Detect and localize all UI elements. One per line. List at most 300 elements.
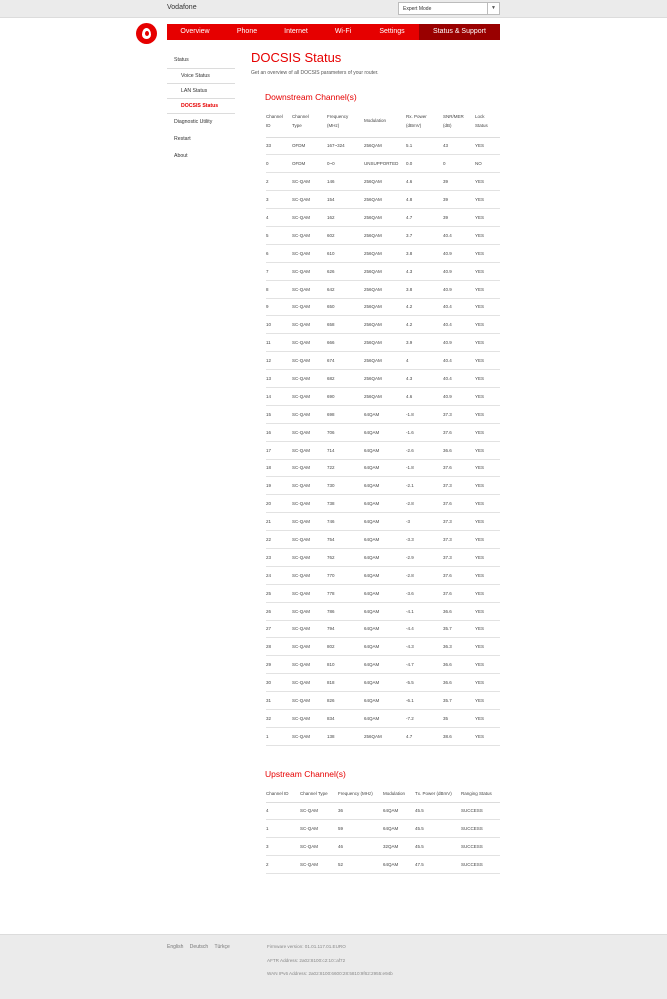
table-cell: 64QAM	[364, 710, 406, 728]
table-cell: SC-QAM	[292, 316, 327, 334]
table-cell: YES	[475, 280, 500, 298]
table-row	[266, 855, 500, 873]
table-row	[266, 316, 500, 334]
table-cell: 162	[327, 209, 364, 227]
table-cell: YES	[475, 441, 500, 459]
col-frequency: Frequency (MHz)	[327, 110, 364, 137]
table-cell: YES	[475, 298, 500, 316]
table-cell: SC-QAM	[300, 802, 338, 820]
main-content	[251, 50, 501, 76]
table-cell: 26	[266, 602, 292, 620]
table-cell: 154	[327, 191, 364, 209]
table-cell: YES	[475, 191, 500, 209]
table-cell: 0~0	[327, 155, 364, 173]
table-cell: 19	[266, 477, 292, 495]
table-cell: SC-QAM	[292, 495, 327, 513]
table-cell: YES	[475, 352, 500, 370]
table-row	[266, 513, 500, 531]
table-cell: 36.6	[443, 674, 475, 692]
brand-name: Vodafone	[167, 4, 197, 11]
table-cell: 4.6	[406, 173, 443, 191]
table-cell: YES	[475, 495, 500, 513]
table-cell: 167~324	[327, 137, 364, 155]
table-row	[266, 209, 500, 227]
table-cell: 15	[266, 405, 292, 423]
nav-phone[interactable]: Phone	[236, 28, 258, 35]
table-cell: 36.6	[443, 656, 475, 674]
col-channel-id: Channel ID	[266, 786, 300, 802]
table-cell: YES	[475, 370, 500, 388]
table-cell: 22	[266, 531, 292, 549]
table-cell: YES	[475, 173, 500, 191]
table-cell: 40.9	[443, 334, 475, 352]
table-cell: 4.6	[406, 387, 443, 405]
table-cell: SC-QAM	[292, 226, 327, 244]
table-cell: SC-QAM	[292, 566, 327, 584]
table-cell: -2.9	[406, 548, 443, 566]
table-row	[266, 566, 500, 584]
table-cell: 3.8	[406, 280, 443, 298]
table-cell: 64QAM	[364, 566, 406, 584]
table-cell: 6	[266, 244, 292, 262]
table-cell: SC-QAM	[300, 838, 338, 856]
table-cell: 45.5	[415, 802, 461, 820]
table-cell: 256QAM	[364, 280, 406, 298]
table-cell: 786	[327, 602, 364, 620]
table-cell: 36.3	[443, 638, 475, 656]
table-row	[266, 674, 500, 692]
table-cell: 25	[266, 584, 292, 602]
table-row	[266, 477, 500, 495]
table-cell: SC-QAM	[292, 620, 327, 638]
table-cell: SC-QAM	[292, 674, 327, 692]
table-cell: 794	[327, 620, 364, 638]
table-cell: 256QAM	[364, 244, 406, 262]
table-cell: 24	[266, 566, 292, 584]
table-cell: SC-QAM	[292, 209, 327, 227]
downstream-header-row	[266, 110, 500, 137]
table-cell: YES	[475, 656, 500, 674]
table-cell: 37.6	[443, 459, 475, 477]
table-cell: 256QAM	[364, 262, 406, 280]
col-rx-power: Rx. Power (dBmV)	[406, 110, 443, 137]
lang-turkish[interactable]: Türkçe	[214, 944, 230, 950]
table-cell: 17	[266, 441, 292, 459]
nav-settings[interactable]: Settings	[379, 28, 405, 35]
table-cell: NO	[475, 155, 500, 173]
language-links	[167, 944, 235, 950]
table-cell: 5.1	[406, 137, 443, 155]
table-cell: -6.1	[406, 692, 443, 710]
table-cell: SC-QAM	[292, 692, 327, 710]
table-cell: 1	[266, 727, 292, 745]
table-cell: 64QAM	[364, 423, 406, 441]
page-title: DOCSIS Status	[251, 50, 342, 65]
lang-english[interactable]: English	[167, 944, 184, 950]
table-cell: 834	[327, 710, 364, 728]
table-cell: YES	[475, 477, 500, 495]
table-cell: 39	[443, 173, 475, 191]
col-snr-mer: SNR/MER (dB)	[443, 110, 475, 137]
table-cell: 1	[266, 820, 300, 838]
table-cell: 722	[327, 459, 364, 477]
table-cell: 52	[338, 855, 383, 873]
table-cell: SC-QAM	[292, 584, 327, 602]
table-cell: 37.6	[443, 423, 475, 441]
table-cell: 256QAM	[364, 387, 406, 405]
table-cell: 40.9	[443, 387, 475, 405]
table-cell: -2.1	[406, 477, 443, 495]
table-cell: 4.7	[406, 727, 443, 745]
table-cell: 30	[266, 674, 292, 692]
table-cell: 730	[327, 477, 364, 495]
col-modulation: Modulation	[383, 786, 415, 802]
table-cell: SC-QAM	[292, 710, 327, 728]
table-row	[266, 584, 500, 602]
table-cell: 37.3	[443, 531, 475, 549]
table-cell: SC-QAM	[292, 513, 327, 531]
vodafone-logo[interactable]	[136, 23, 157, 44]
nav-overview[interactable]: Overview	[180, 28, 210, 35]
table-cell: 658	[327, 316, 364, 334]
table-cell: 256QAM	[364, 370, 406, 388]
table-cell: 778	[327, 584, 364, 602]
table-cell: 802	[327, 638, 364, 656]
table-cell: 64QAM	[383, 820, 415, 838]
table-cell: 3.9	[406, 334, 443, 352]
sidebar	[167, 52, 235, 165]
sidebar-item-about[interactable]: About	[174, 153, 188, 159]
table-cell: 23	[266, 548, 292, 566]
table-cell: 674	[327, 352, 364, 370]
table-cell: 64QAM	[364, 531, 406, 549]
table-cell: SC-QAM	[292, 298, 327, 316]
wan-ipv6-address: WAN IPv6 Address: 2a02:8100:6600:28:5810:9f62:2955:e94b	[267, 971, 393, 976]
table-cell: 37.3	[443, 513, 475, 531]
col-channel-id: Channel ID	[266, 110, 292, 137]
table-cell: SC-QAM	[292, 334, 327, 352]
table-cell: SC-QAM	[292, 638, 327, 656]
table-cell: SC-QAM	[292, 441, 327, 459]
table-cell: 256QAM	[364, 316, 406, 334]
table-cell: 818	[327, 674, 364, 692]
table-cell: 0	[266, 155, 292, 173]
table-row	[266, 548, 500, 566]
table-cell: 36.6	[443, 602, 475, 620]
table-cell: 256QAM	[364, 137, 406, 155]
table-cell: 3	[266, 191, 292, 209]
table-cell: YES	[475, 316, 500, 334]
table-cell: SC-QAM	[292, 423, 327, 441]
table-cell: YES	[475, 209, 500, 227]
table-cell: SC-QAM	[292, 244, 327, 262]
table-cell: 64QAM	[364, 692, 406, 710]
table-cell: -1.8	[406, 405, 443, 423]
table-cell: YES	[475, 334, 500, 352]
footer	[0, 934, 667, 999]
downstream-table	[266, 110, 500, 746]
table-cell: 754	[327, 531, 364, 549]
table-row	[266, 244, 500, 262]
upstream-table	[266, 786, 500, 874]
table-cell: 4.8	[406, 191, 443, 209]
sidebar-item-restart[interactable]: Restart	[174, 136, 191, 142]
downstream-title: Downstream Channel(s)	[265, 92, 357, 102]
table-cell: SC-QAM	[292, 370, 327, 388]
sidebar-item-docsis-status[interactable]: DOCSIS Status	[167, 99, 235, 114]
table-row	[266, 423, 500, 441]
table-row	[266, 638, 500, 656]
table-cell: YES	[475, 459, 500, 477]
table-row	[266, 531, 500, 549]
table-cell: 698	[327, 405, 364, 423]
table-cell: SUCCESS	[461, 802, 500, 820]
table-cell: 59	[338, 820, 383, 838]
table-cell: SC-QAM	[292, 477, 327, 495]
sidebar-item-status[interactable]: Status	[167, 52, 235, 69]
table-cell: YES	[475, 548, 500, 566]
table-cell: 626	[327, 262, 364, 280]
table-cell: 256QAM	[364, 173, 406, 191]
table-cell: 746	[327, 513, 364, 531]
table-cell: SC-QAM	[292, 352, 327, 370]
table-cell: 43	[443, 137, 475, 155]
table-cell: UNSUPPORTED	[364, 155, 406, 173]
table-cell: 40.4	[443, 298, 475, 316]
table-row	[266, 352, 500, 370]
table-cell: YES	[475, 262, 500, 280]
table-cell: 4.7	[406, 209, 443, 227]
table-cell: 4	[406, 352, 443, 370]
table-cell: 39	[443, 209, 475, 227]
table-cell: 31	[266, 692, 292, 710]
table-cell: 46	[338, 838, 383, 856]
table-cell: -4.1	[406, 602, 443, 620]
table-row	[266, 802, 500, 820]
table-row	[266, 620, 500, 638]
table-cell: 14	[266, 387, 292, 405]
table-row	[266, 387, 500, 405]
table-cell: 0.0	[406, 155, 443, 173]
table-cell: 642	[327, 280, 364, 298]
table-cell: SC-QAM	[300, 820, 338, 838]
table-cell: YES	[475, 387, 500, 405]
table-cell: 64QAM	[364, 674, 406, 692]
table-cell: 27	[266, 620, 292, 638]
table-cell: 8	[266, 280, 292, 298]
table-cell: YES	[475, 602, 500, 620]
table-cell: YES	[475, 137, 500, 155]
table-cell: 256QAM	[364, 352, 406, 370]
table-cell: 35.7	[443, 620, 475, 638]
table-cell: 36	[338, 802, 383, 820]
table-cell: SUCCESS	[461, 838, 500, 856]
table-cell: 706	[327, 423, 364, 441]
table-row	[266, 692, 500, 710]
table-cell: YES	[475, 244, 500, 262]
table-row	[266, 820, 500, 838]
chevron-down-icon: ▼	[487, 3, 499, 14]
table-cell: 64QAM	[364, 602, 406, 620]
table-cell: 20	[266, 495, 292, 513]
table-cell: 714	[327, 441, 364, 459]
sidebar-item-lan-status[interactable]: LAN Status	[167, 84, 235, 99]
table-cell: 690	[327, 387, 364, 405]
table-cell: 45.5	[415, 838, 461, 856]
table-cell: 666	[327, 334, 364, 352]
table-cell: 37.6	[443, 566, 475, 584]
table-cell: 40.9	[443, 262, 475, 280]
table-cell: YES	[475, 674, 500, 692]
table-row	[266, 710, 500, 728]
table-cell: 146	[327, 173, 364, 191]
table-cell: 64QAM	[364, 441, 406, 459]
table-cell: 256QAM	[364, 727, 406, 745]
table-cell: 4.2	[406, 298, 443, 316]
table-cell: 3	[266, 838, 300, 856]
table-row	[266, 298, 500, 316]
table-cell: 40.4	[443, 352, 475, 370]
table-cell: 10	[266, 316, 292, 334]
table-cell: -3	[406, 513, 443, 531]
table-cell: 810	[327, 656, 364, 674]
table-row	[266, 173, 500, 191]
table-cell: 40.9	[443, 244, 475, 262]
table-cell: YES	[475, 513, 500, 531]
table-cell: YES	[475, 405, 500, 423]
table-cell: 2	[266, 173, 292, 191]
col-modulation: Modulation	[364, 110, 406, 137]
table-cell: -7.2	[406, 710, 443, 728]
table-cell: 40.4	[443, 370, 475, 388]
table-cell: 610	[327, 244, 364, 262]
table-cell: 39	[443, 191, 475, 209]
table-cell: SC-QAM	[292, 531, 327, 549]
table-cell: SC-QAM	[292, 262, 327, 280]
table-row	[266, 262, 500, 280]
table-cell: -2.8	[406, 566, 443, 584]
table-cell: -1.6	[406, 423, 443, 441]
table-cell: -1.8	[406, 459, 443, 477]
lang-deutsch[interactable]: Deutsch	[189, 944, 209, 950]
table-cell: 40.9	[443, 280, 475, 298]
table-row	[266, 656, 500, 674]
table-cell: 7	[266, 262, 292, 280]
table-cell: SC-QAM	[292, 548, 327, 566]
aftr-address: AFTR Address: 2a02:8100:c2:10::af72	[267, 958, 346, 963]
table-cell: SUCCESS	[461, 855, 500, 873]
table-cell: 28	[266, 638, 292, 656]
table-cell: 4.2	[406, 316, 443, 334]
table-cell: 4.3	[406, 370, 443, 388]
table-cell: 64QAM	[364, 459, 406, 477]
table-cell: SC-QAM	[292, 459, 327, 477]
table-row	[266, 838, 500, 856]
table-cell: SC-QAM	[300, 855, 338, 873]
table-cell: SUCCESS	[461, 820, 500, 838]
table-cell: -5.5	[406, 674, 443, 692]
table-cell: YES	[475, 584, 500, 602]
table-cell: 256QAM	[364, 334, 406, 352]
nav-status-support[interactable]: Status & Support	[419, 24, 500, 40]
table-cell: OFDM	[292, 155, 327, 173]
table-row	[266, 727, 500, 745]
table-cell: SC-QAM	[292, 727, 327, 745]
mode-select-value: Expert Mode	[403, 6, 432, 12]
table-cell: 64QAM	[364, 513, 406, 531]
firmware-version: Firmware version: 01.01.117.01.EURO	[267, 944, 346, 949]
table-cell: 738	[327, 495, 364, 513]
sidebar-item-diagnostic-utility[interactable]: Diagnostic Utility	[174, 119, 213, 125]
table-cell: 64QAM	[364, 477, 406, 495]
sidebar-item-voice-status[interactable]: Voice Status	[167, 69, 235, 84]
table-cell: 64QAM	[383, 855, 415, 873]
table-cell: -4.4	[406, 620, 443, 638]
table-cell: YES	[475, 620, 500, 638]
table-cell: 29	[266, 656, 292, 674]
table-cell: 682	[327, 370, 364, 388]
table-row	[266, 602, 500, 620]
table-cell: 3.7	[406, 226, 443, 244]
col-lock-status: Lock Status	[475, 110, 500, 137]
table-cell: -3.6	[406, 584, 443, 602]
table-cell: 35.7	[443, 692, 475, 710]
table-cell: -3.3	[406, 531, 443, 549]
nav-wifi[interactable]: Wi-Fi	[334, 28, 352, 35]
table-row	[266, 441, 500, 459]
table-cell: 35	[443, 710, 475, 728]
table-cell: 2	[266, 855, 300, 873]
table-cell: 21	[266, 513, 292, 531]
table-row	[266, 405, 500, 423]
table-row	[266, 334, 500, 352]
table-cell: 37.3	[443, 405, 475, 423]
table-cell: YES	[475, 226, 500, 244]
table-cell: 256QAM	[364, 226, 406, 244]
table-cell: 36.6	[443, 441, 475, 459]
table-cell: YES	[475, 423, 500, 441]
table-cell: 32QAM	[383, 838, 415, 856]
table-cell: 40.4	[443, 226, 475, 244]
table-cell: 16	[266, 423, 292, 441]
table-cell: YES	[475, 727, 500, 745]
table-cell: 5	[266, 226, 292, 244]
table-cell: SC-QAM	[292, 191, 327, 209]
table-cell: 826	[327, 692, 364, 710]
col-frequency: Frequency (MHz)	[338, 786, 383, 802]
nav-internet[interactable]: Internet	[284, 28, 308, 35]
table-cell: YES	[475, 566, 500, 584]
table-cell: SC-QAM	[292, 405, 327, 423]
col-tx-power: Tx. Power (dBmV)	[415, 786, 461, 802]
col-channel-type: Channel Type	[292, 110, 327, 137]
table-cell: 64QAM	[364, 405, 406, 423]
table-cell: 32	[266, 710, 292, 728]
table-cell: 13	[266, 370, 292, 388]
table-row	[266, 226, 500, 244]
table-cell: YES	[475, 531, 500, 549]
table-cell: 0	[443, 155, 475, 173]
table-cell: SC-QAM	[292, 387, 327, 405]
table-cell: -2.6	[406, 441, 443, 459]
table-cell: 64QAM	[383, 802, 415, 820]
table-cell: 602	[327, 226, 364, 244]
table-cell: 12	[266, 352, 292, 370]
table-cell: 4	[266, 802, 300, 820]
table-cell: 37.3	[443, 477, 475, 495]
table-cell: SC-QAM	[292, 656, 327, 674]
mode-select[interactable]	[398, 2, 500, 15]
